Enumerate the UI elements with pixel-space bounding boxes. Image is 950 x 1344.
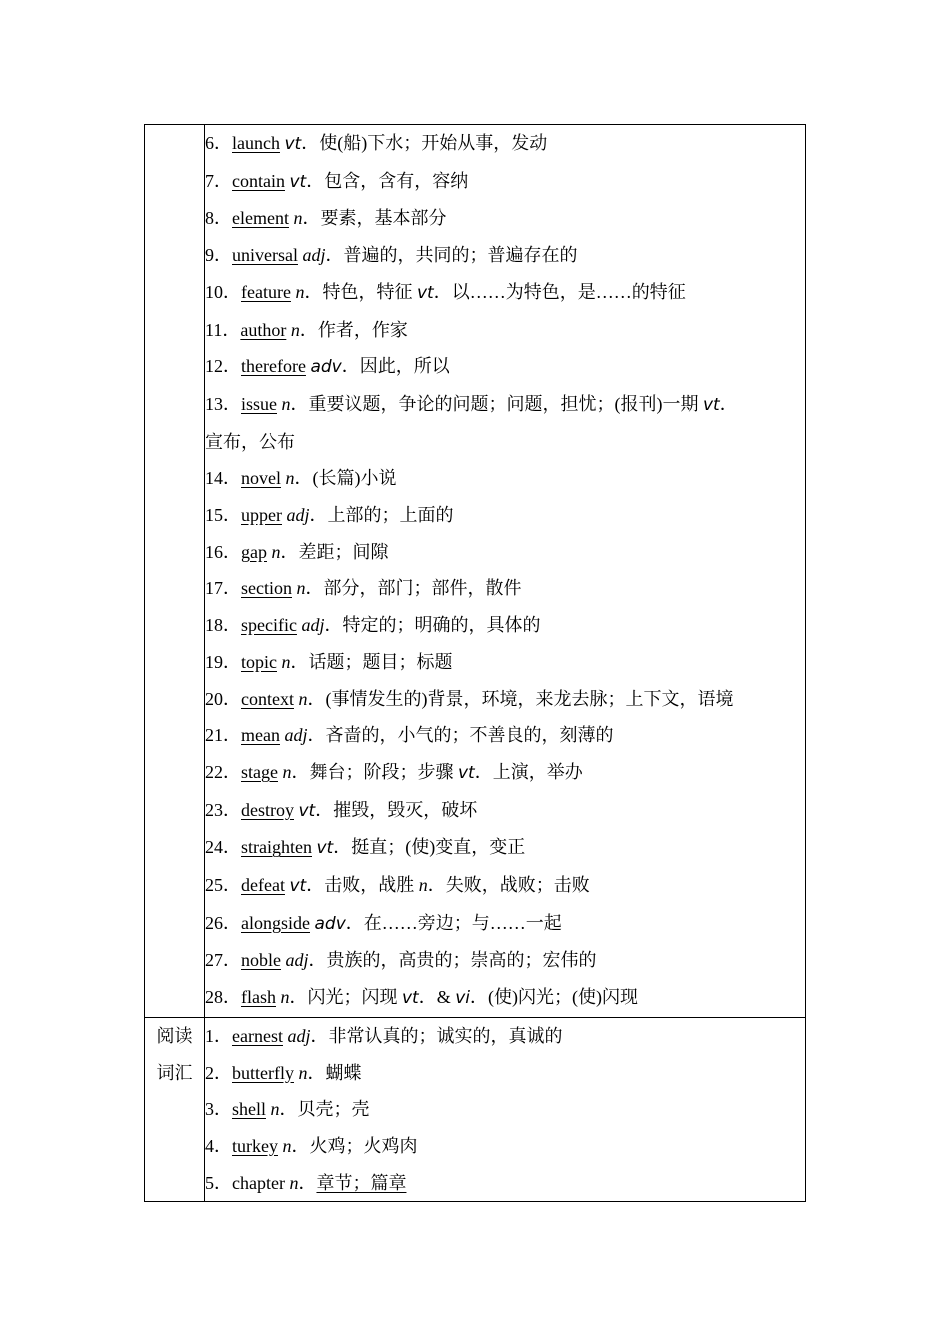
list-item: 5．chapter n．章节；篇章 [205, 1172, 407, 1193]
list-item: 12．therefore adv．因此，所以 [205, 356, 450, 378]
category-cell-reading [145, 1017, 205, 1202]
vocab-word: section [241, 578, 292, 599]
vocab-word: feature [241, 281, 291, 302]
list-item: 13．issue n．重要议题，争论的问题；问题，担忧；(报刊)一期 vt． 宣布，公布 [205, 393, 738, 452]
vocab-word: upper [241, 505, 282, 526]
list-item: 11．author n．作者，作家 [205, 319, 408, 340]
vocabulary-table [144, 124, 806, 1202]
list-item: 15．upper adj．上部的；上面的 [205, 505, 454, 526]
list-item: 14．novel n．(长篇)小说 [205, 468, 397, 489]
vocab-word: chapter [232, 1172, 285, 1193]
list-item: 26．alongside adv．在……旁边；与……一起 [205, 912, 562, 934]
list-item: 8．element n．要素，基本部分 [205, 208, 447, 229]
vocab-word: defeat [241, 875, 285, 896]
vocab-word: flash [241, 987, 276, 1008]
list-item: 7．contain vt．包含，含有，容纳 [205, 170, 469, 192]
list-item: 20．context n．(事情发生的)背景，环境，来龙去脉；上下文，语境 [205, 688, 734, 709]
list-item: 25．defeat vt．击败，战胜 n．失败，战败；击败 [205, 875, 590, 897]
vocab-word: contain [232, 170, 285, 191]
entries-cell-core [205, 125, 806, 1018]
vocab-word: specific [241, 615, 297, 636]
vocab-word: context [241, 688, 294, 709]
table-row-core-vocab [145, 125, 806, 1018]
vocab-word: turkey [232, 1135, 278, 1156]
list-item: 4．turkey n．火鸡；火鸡肉 [205, 1135, 418, 1156]
vocab-word: destroy [241, 799, 294, 820]
list-item: 17．section n．部分，部门；部件，散件 [205, 578, 522, 599]
list-item: 24．straighten vt．挺直；(使)变直，变正 [205, 837, 526, 859]
vocab-word: novel [241, 468, 281, 489]
vocab-word: topic [241, 651, 277, 672]
category-cell-empty [145, 125, 205, 1018]
vocab-word: issue [241, 393, 277, 414]
list-item: 21．mean adj．吝啬的，小气的；不善良的，刻薄的 [205, 725, 614, 746]
vocab-word: shell [232, 1099, 266, 1120]
list-item: 27．noble adj．贵族的，高贵的；崇高的；宏伟的 [205, 950, 597, 971]
vocab-word: therefore [241, 356, 306, 377]
list-item: 6．launch vt．使(船)下水；开始从事，发动 [205, 133, 548, 154]
vocab-word: alongside [241, 912, 310, 933]
vocab-word: butterfly [232, 1062, 294, 1083]
category-label-line1: 阅读 [156, 1025, 193, 1046]
vocab-word: earnest [232, 1025, 283, 1046]
entries-cell-reading [205, 1017, 806, 1202]
vocab-word: gap [241, 541, 267, 562]
list-item: 3．shell n．贝壳；壳 [205, 1099, 370, 1120]
list-item: 9．universal adj．普遍的，共同的；普遍存在的 [205, 245, 578, 266]
vocab-word: author [240, 319, 287, 340]
table-row-reading-vocab [145, 1017, 806, 1202]
list-item: 22．stage n．舞台；阶段；步骤 vt．上演，举办 [205, 761, 583, 783]
list-item: 19．topic n．话题；题目；标题 [205, 651, 453, 672]
category-label-line2: 词汇 [156, 1062, 193, 1083]
list-item: 28．flash n．闪光；闪现 vt．& vi．(使)闪光；(使)闪现 [205, 987, 639, 1009]
vocab-word: mean [241, 725, 280, 746]
vocab-word: stage [241, 761, 278, 782]
list-item: 10．feature n．特色，特征 vt．以……为特色，是……的特征 [205, 281, 686, 303]
list-item: 1．earnest adj．非常认真的；诚实的，真诚的 [205, 1025, 563, 1046]
vocab-word: noble [241, 950, 281, 971]
list-item: 18．specific adj．特定的；明确的，具体的 [205, 615, 541, 636]
vocab-word: element [232, 208, 289, 229]
vocab-word: launch [232, 133, 280, 153]
vocab-word: universal [232, 245, 298, 266]
vocab-word: straighten [241, 837, 312, 858]
list-item: 23．destroy vt．摧毁，毁灭，破坏 [205, 799, 478, 821]
list-item: 16．gap n．差距；间隙 [205, 541, 389, 562]
list-item: 2．butterfly n．蝴蝶 [205, 1062, 362, 1083]
